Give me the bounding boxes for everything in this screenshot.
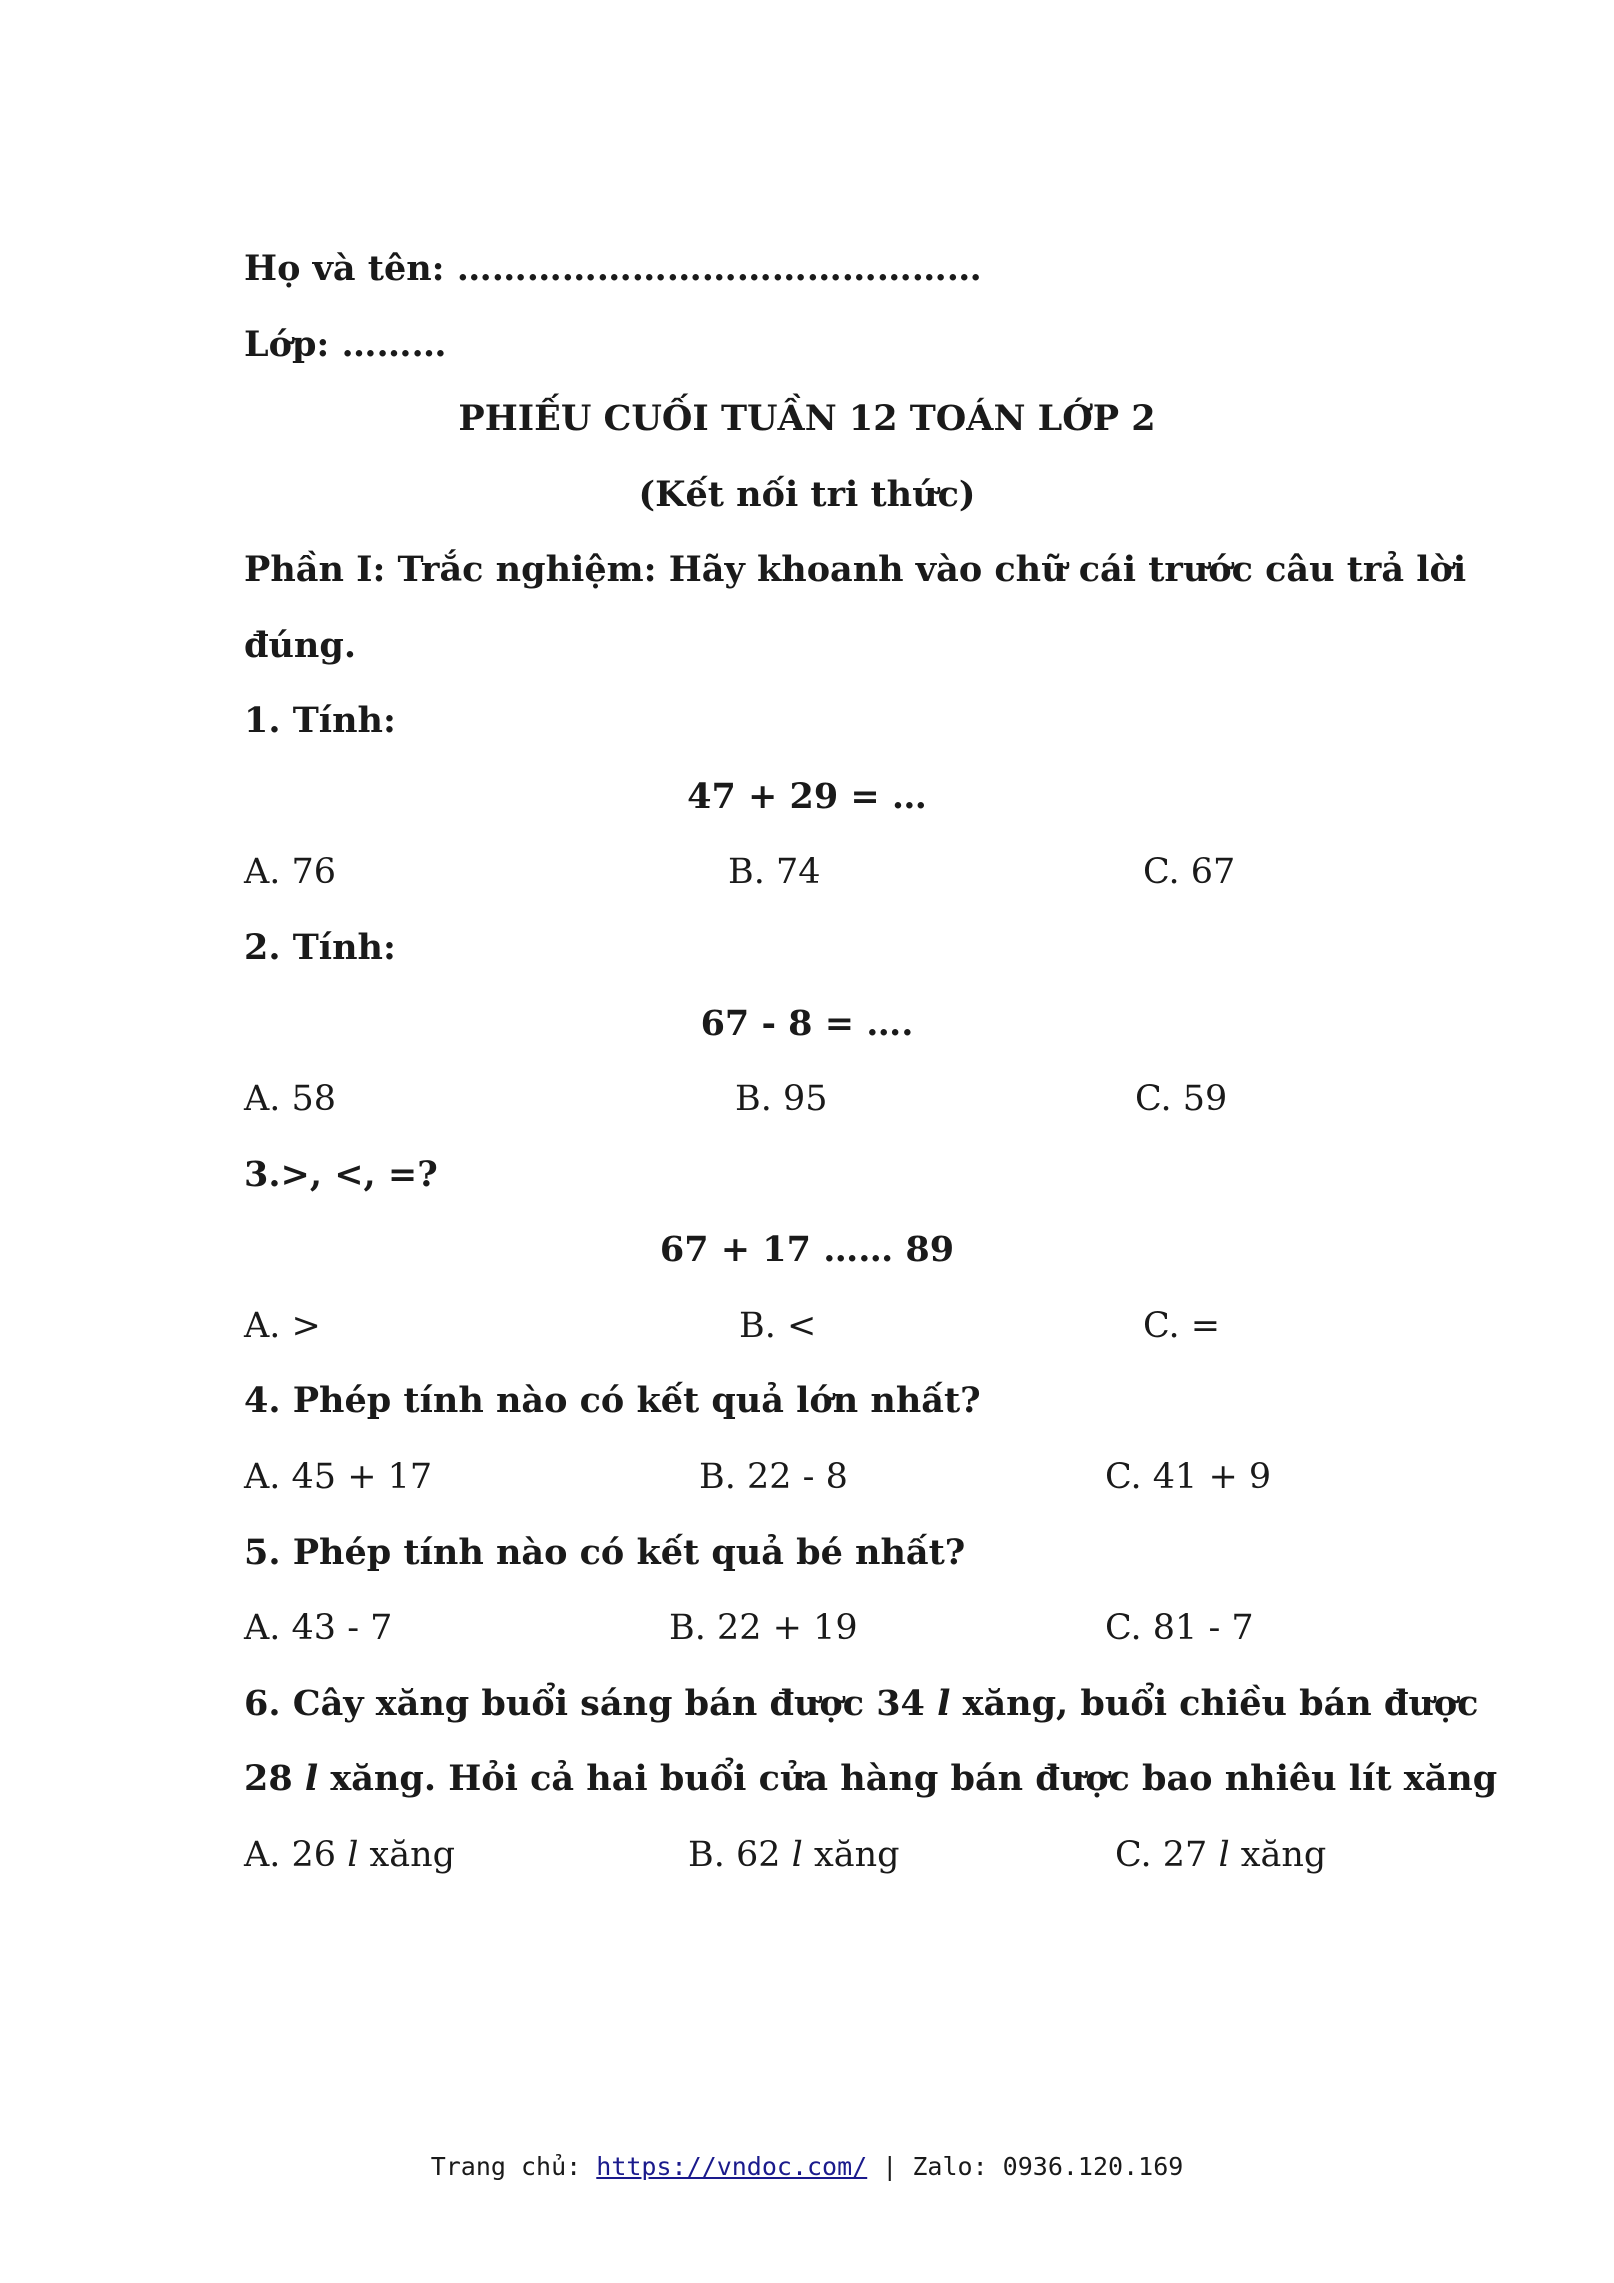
question-4-label: 4. Phép tính nào có kết quả lớn nhất?: [244, 1380, 981, 1421]
question-2-label: 2. Tính:: [244, 927, 396, 968]
section-heading: Phần I: Trắc nghiệm: Hãy khoanh vào chữ cái trước câu trả lời: [244, 549, 1467, 590]
homepage-link[interactable]: https://vndoc.com/: [596, 2152, 868, 2181]
option-text: C. 27: [1115, 1835, 1219, 1875]
liter-unit: l: [1218, 1835, 1230, 1875]
footer-prefix: Trang chủ:: [430, 2152, 597, 2181]
question-6-option-c[interactable]: [1115, 1832, 1326, 1878]
question-1-option-b[interactable]: B. 74: [728, 852, 821, 892]
question-6-label-line2: [244, 1756, 1497, 1802]
liter-unit: l: [347, 1835, 359, 1875]
option-text: xăng: [1229, 1835, 1327, 1875]
page-footer: [0, 2150, 1614, 2184]
question-3-option-c[interactable]: C. =: [1143, 1306, 1221, 1346]
option-text: A. 26: [244, 1835, 348, 1875]
q6-text-a: 6. Cây xăng buổi sáng bán được 34: [244, 1683, 938, 1724]
name-field-label: Họ và tên: ………………………………………: [244, 248, 982, 289]
question-6-option-b[interactable]: [688, 1832, 900, 1878]
question-2-option-b[interactable]: B. 95: [735, 1079, 828, 1119]
question-3-option-a[interactable]: A. >: [244, 1306, 321, 1346]
question-6-label-line1: [244, 1681, 1478, 1727]
question-1-option-c[interactable]: C. 67: [1143, 852, 1236, 892]
question-5-option-a[interactable]: A. 43 - 7: [244, 1608, 393, 1648]
option-text: xăng: [802, 1835, 900, 1875]
question-2-option-a[interactable]: A. 58: [244, 1079, 337, 1119]
question-2-option-c[interactable]: C. 59: [1135, 1079, 1228, 1119]
question-3-label: 3.>, <, =?: [244, 1154, 438, 1195]
liter-unit: l: [791, 1835, 803, 1875]
option-text: B. 62: [688, 1835, 792, 1875]
q6-text-c: 28: [244, 1758, 305, 1799]
q6-text-d: xăng. Hỏi cả hai buổi cửa hàng bán được bao nhiêu lít xăng: [318, 1758, 1498, 1799]
class-field-label: Lớp: ………: [244, 324, 447, 365]
question-4-option-a[interactable]: A. 45 + 17: [244, 1457, 433, 1497]
page-subtitle: (Kết nối tri thức): [638, 474, 976, 515]
question-6-option-a[interactable]: [244, 1832, 455, 1878]
liter-unit: l: [304, 1758, 319, 1799]
page-title: PHIẾU CUỐI TUẦN 12 TOÁN LỚP 2: [458, 398, 1156, 439]
footer-suffix: | Zalo: 0936.120.169: [867, 2152, 1184, 2181]
question-4-option-c[interactable]: C. 41 + 9: [1105, 1457, 1272, 1497]
question-1-expression: 47 + 29 = …: [687, 776, 927, 817]
question-3-option-b[interactable]: B. <: [739, 1306, 817, 1346]
question-5-option-b[interactable]: B. 22 + 19: [669, 1608, 858, 1648]
question-2-expression: 67 - 8 = ….: [700, 1003, 914, 1044]
question-1-label: 1. Tính:: [244, 700, 396, 741]
section-heading-cont: đúng.: [244, 625, 357, 666]
question-3-expression: 67 + 17 …… 89: [659, 1229, 955, 1270]
question-5-option-c[interactable]: C. 81 - 7: [1105, 1608, 1254, 1648]
question-1-option-a[interactable]: A. 76: [244, 852, 337, 892]
q6-text-b: xăng, buổi chiều bán được: [950, 1683, 1479, 1724]
question-5-label: 5. Phép tính nào có kết quả bé nhất?: [244, 1532, 966, 1573]
liter-unit: l: [937, 1683, 951, 1724]
option-text: xăng: [358, 1835, 456, 1875]
question-4-option-b[interactable]: B. 22 - 8: [699, 1457, 848, 1497]
